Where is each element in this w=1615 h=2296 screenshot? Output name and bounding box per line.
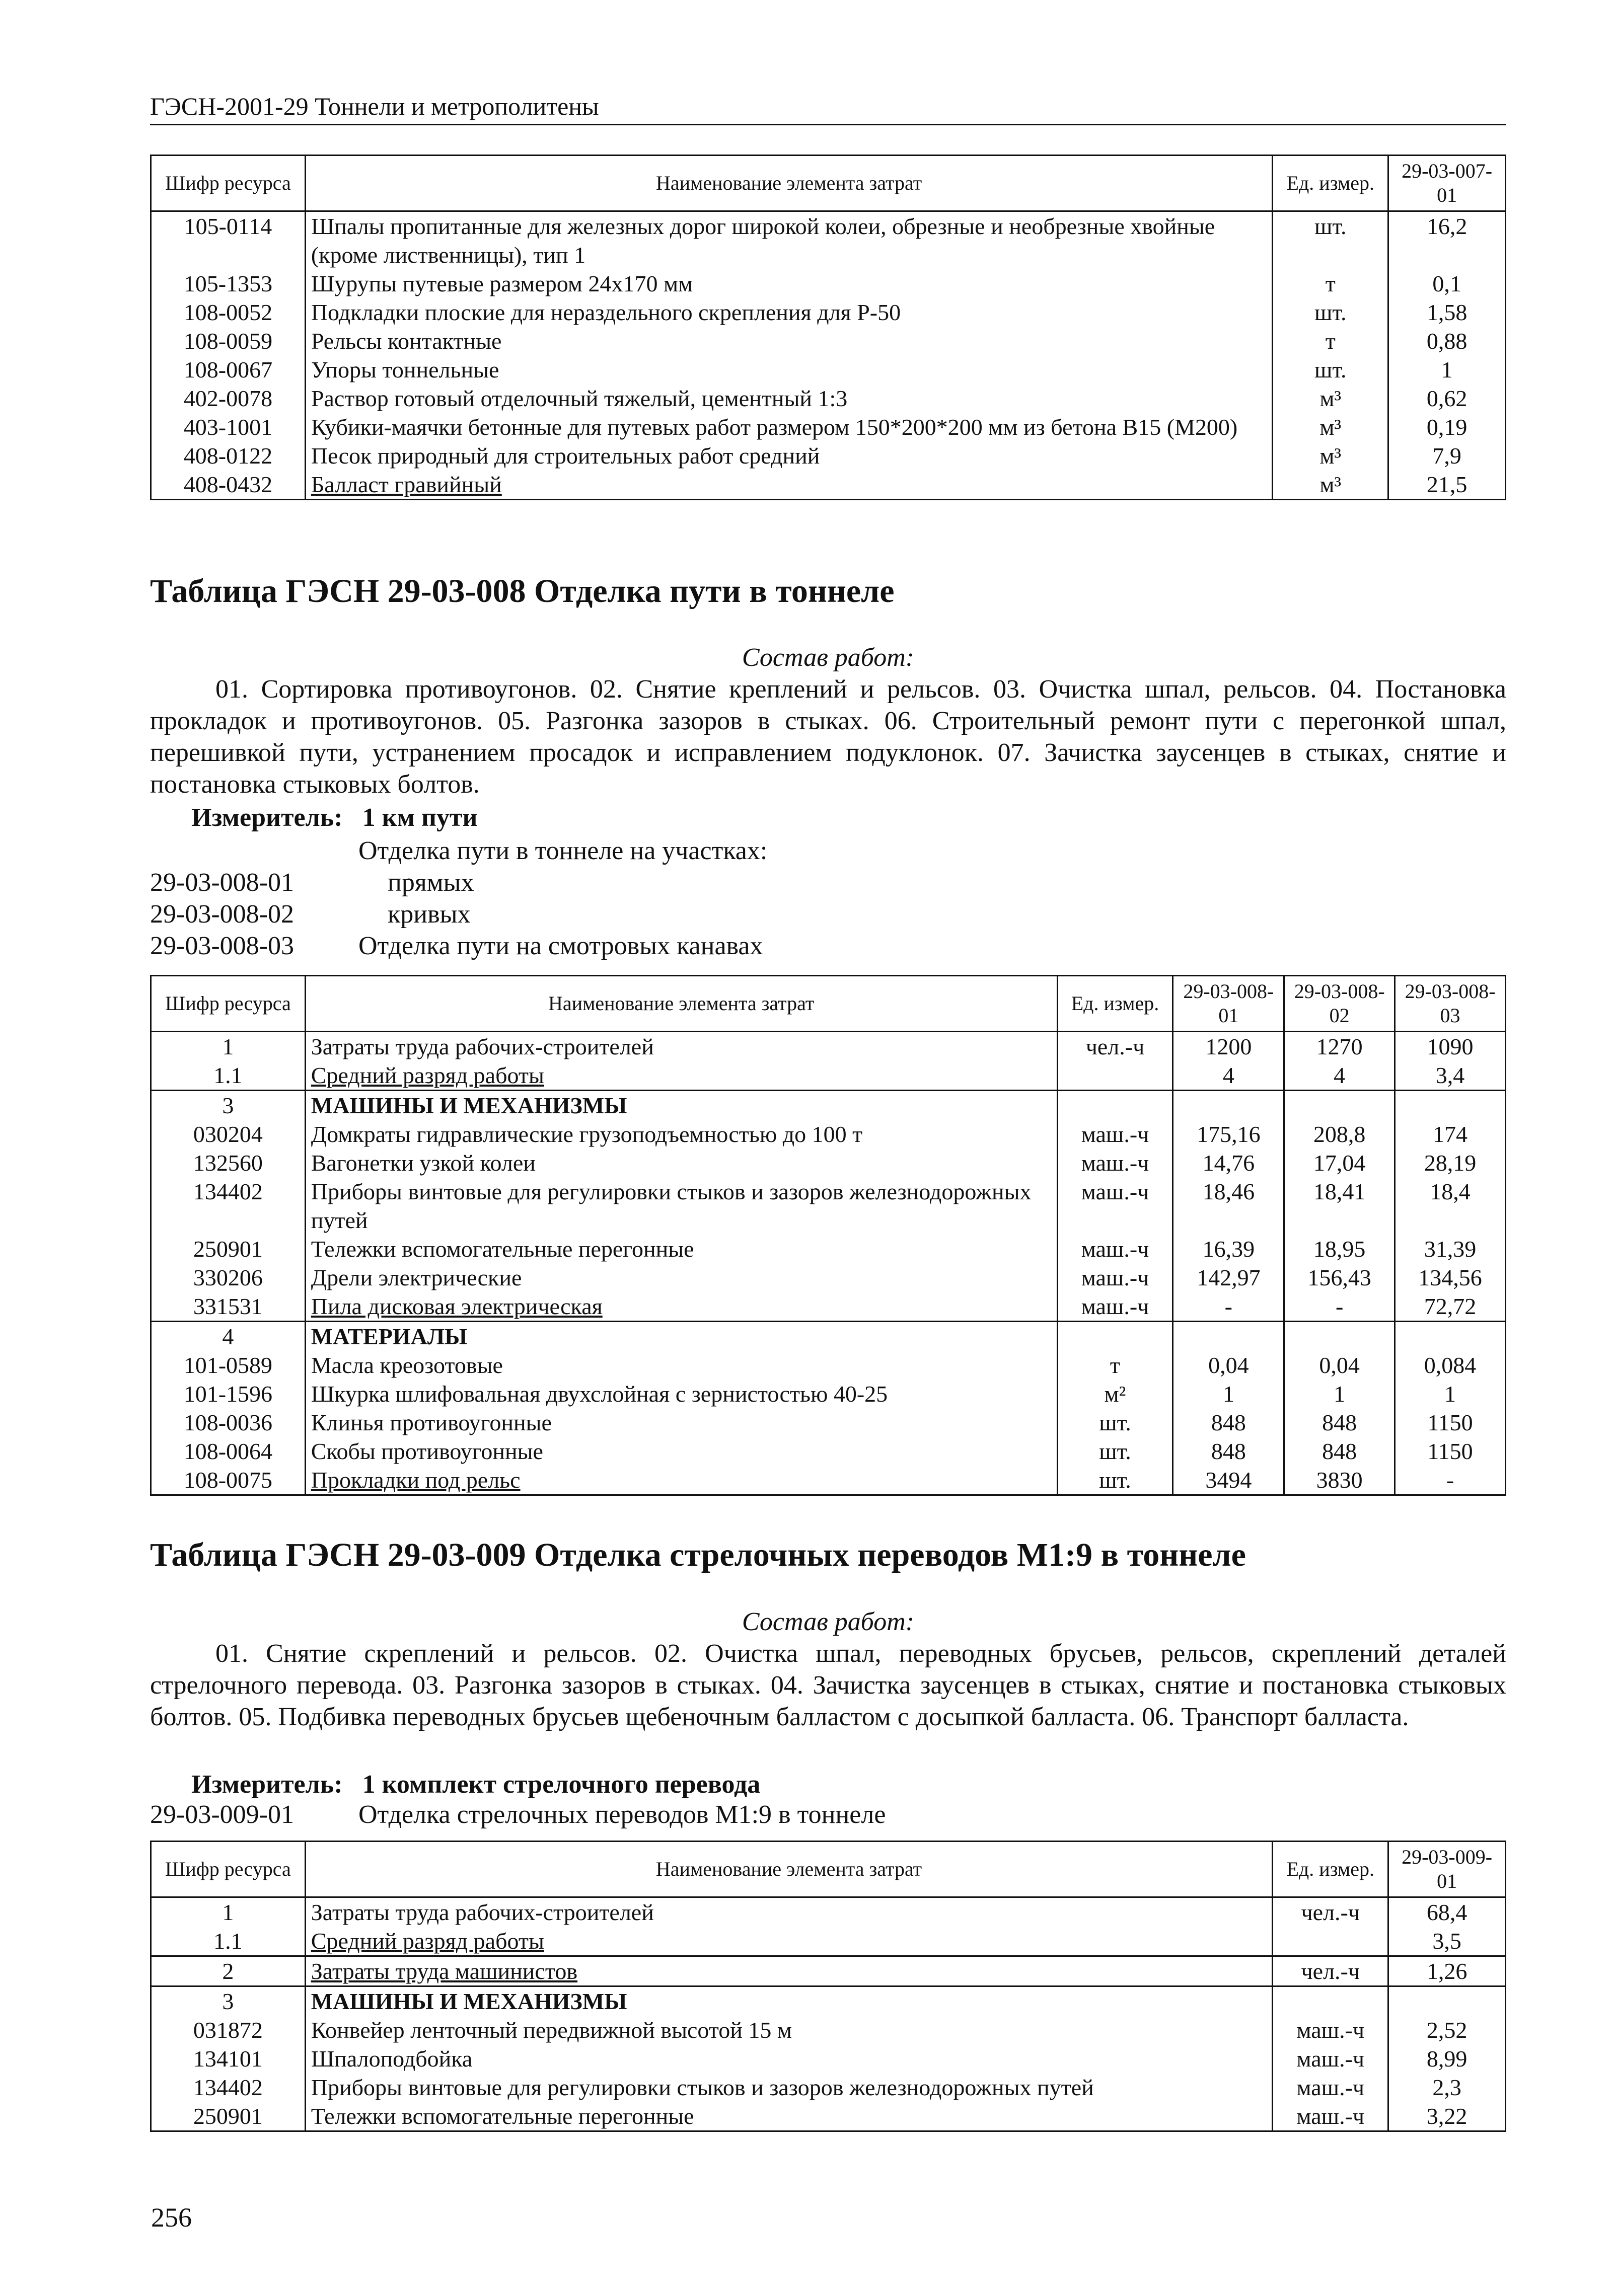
rate-value: 0,62	[1388, 384, 1506, 413]
resource-code: 108-0059	[151, 327, 306, 355]
running-header: ГЭСН-2001-29 Тоннели и метрополитены	[150, 92, 1506, 125]
resource-unit: м³	[1273, 413, 1388, 441]
rate-value: 208,8	[1284, 1120, 1395, 1149]
rate-value: 3,4	[1395, 1061, 1506, 1091]
resource-name: Тележки вспомогательные перегонные	[305, 2102, 1273, 2131]
resource-name: Балласт гравийный	[305, 470, 1273, 500]
meter-label: Измеритель:	[191, 803, 343, 832]
table-row	[151, 1149, 1506, 1177]
resource-code: 134402	[151, 1177, 306, 1235]
col-header-code: Шифр ресурса	[151, 156, 306, 211]
rate-value: 3494	[1173, 1466, 1284, 1495]
resource-code: 108-0036	[151, 1408, 306, 1437]
rate-value: 21,5	[1388, 470, 1506, 500]
resource-unit: маш.-ч	[1273, 2044, 1388, 2073]
rate-value: 31,39	[1395, 1235, 1506, 1263]
resource-code: 1.1	[151, 1927, 306, 1956]
resource-code: 132560	[151, 1149, 306, 1177]
rate-value: 18,4	[1395, 1177, 1506, 1235]
works-description: 01. Снятие скреплений и рельсов. 02. Очистка шпал, переводных брусьев, рельсов, скреплений деталей стрелочного перевода. 03. Разгонка зазоров в стыках. 04. Зачистка заусенцев в стыках, снятие и постановка стыковых болтов. 05. Подбивка переводных брусьев щебеночным балластом с досыпкой балласта. 06. Транспорт балласта.	[150, 1639, 1506, 1731]
resource-name: Пила дисковая электрическая	[305, 1292, 1057, 1322]
table-row	[151, 1120, 1506, 1149]
resource-name: Раствор готовый отделочный тяжелый, цементный 1:3	[305, 384, 1273, 413]
table-title-29-03-009: Таблица ГЭСН 29-03-009 Отделка стрелочных переводов М1:9 в тоннеле	[150, 1537, 1246, 1573]
meter-value: 1 км пути	[362, 803, 478, 832]
table-row	[151, 269, 1506, 298]
resource-unit: шт.	[1057, 1466, 1173, 1495]
rate-value: 0,19	[1388, 413, 1506, 441]
resource-code: 031872	[151, 2016, 306, 2044]
rate-value: 14,76	[1173, 1149, 1284, 1177]
rate-value: 1,26	[1388, 1956, 1506, 1986]
table-row	[151, 1380, 1506, 1408]
rate-value: -	[1395, 1466, 1506, 1495]
resource-unit: шт.	[1273, 298, 1388, 327]
resource-name: МАШИНЫ И МЕХАНИЗМЫ	[305, 1986, 1273, 2016]
rate-value: 2,3	[1388, 2073, 1506, 2102]
rate-value: 4	[1284, 1061, 1395, 1091]
rate-value: 7,9	[1388, 441, 1506, 470]
col-header-name: Наименование элемента затрат	[305, 976, 1057, 1032]
rate-value: 16,2	[1388, 211, 1506, 270]
rate-value: 0,88	[1388, 327, 1506, 355]
table-row	[151, 1322, 1506, 1351]
rate-value: 1150	[1395, 1437, 1506, 1466]
rate-value: 1	[1388, 355, 1506, 384]
resource-code: 108-0067	[151, 355, 306, 384]
resource-code: 331531	[151, 1292, 306, 1322]
works-subtitle: Состав работ:	[742, 643, 915, 672]
resource-unit	[1057, 1091, 1173, 1120]
col-header-name: Наименование элемента затрат	[305, 1842, 1273, 1897]
rate-value: 18,46	[1173, 1177, 1284, 1235]
rate-value: 848	[1284, 1408, 1395, 1437]
table-row	[151, 1177, 1506, 1235]
resource-unit: м³	[1273, 441, 1388, 470]
norm-label: кривых	[388, 900, 471, 929]
rate-value: 848	[1173, 1408, 1284, 1437]
resource-name: Шпалоподбойка	[305, 2044, 1273, 2073]
rate-value: 0,1	[1388, 269, 1506, 298]
rate-value	[1284, 1322, 1395, 1351]
col-header-rate: 29-03-008-01	[1173, 976, 1284, 1032]
resource-unit: м²	[1057, 1380, 1173, 1408]
rate-value: -	[1284, 1292, 1395, 1322]
resource-code: 030204	[151, 1120, 306, 1149]
resource-unit: чел.-ч	[1273, 1897, 1388, 1927]
norm-label: Отделка пути на смотровых канавах	[358, 932, 763, 960]
rate-value: 1200	[1173, 1032, 1284, 1061]
resource-unit	[1273, 1986, 1388, 2016]
rate-value	[1284, 1091, 1395, 1120]
norm-code: 29-03-008-03	[150, 932, 294, 960]
table-row	[151, 1466, 1506, 1495]
resource-code: 3	[151, 1091, 306, 1120]
rate-value: 1090	[1395, 1032, 1506, 1061]
resource-name: Кубики-маячки бетонные для путевых работ размером 150*200*200 мм из бетона В15 (М200)	[305, 413, 1273, 441]
resource-code: 108-0064	[151, 1437, 306, 1466]
resource-code: 101-1596	[151, 1380, 306, 1408]
rate-value: 18,41	[1284, 1177, 1395, 1235]
rate-value: 72,72	[1395, 1292, 1506, 1322]
resource-code: 403-1001	[151, 413, 306, 441]
table-row	[151, 2102, 1506, 2131]
rate-value: 848	[1284, 1437, 1395, 1466]
resource-code: 1	[151, 1897, 306, 1927]
page-number: 256	[151, 2202, 192, 2233]
resource-code: 4	[151, 1322, 306, 1351]
table-row	[151, 1956, 1506, 1986]
resource-name: Вагонетки узкой колеи	[305, 1149, 1057, 1177]
table-row	[151, 1061, 1506, 1091]
rate-value	[1388, 1986, 1506, 2016]
table-row	[151, 327, 1506, 355]
resource-unit: маш.-ч	[1057, 1263, 1173, 1292]
rate-value: 16,39	[1173, 1235, 1284, 1263]
resource-unit: шт.	[1057, 1408, 1173, 1437]
resource-unit: чел.-ч	[1057, 1032, 1173, 1061]
col-header-unit: Ед. измер.	[1273, 1842, 1388, 1897]
rate-value: 28,19	[1395, 1149, 1506, 1177]
rate-value: 18,95	[1284, 1235, 1395, 1263]
resource-name: Песок природный для строительных работ средний	[305, 441, 1273, 470]
rate-value: -	[1173, 1292, 1284, 1322]
resource-code: 408-0432	[151, 470, 306, 500]
resource-code: 2	[151, 1956, 306, 1986]
rate-value: 3,5	[1388, 1927, 1506, 1956]
resource-unit: маш.-ч	[1057, 1292, 1173, 1322]
col-header-rate: 29-03-009-01	[1388, 1842, 1506, 1897]
resource-name: Шурупы путевые размером 24x170 мм	[305, 269, 1273, 298]
resource-code: 408-0122	[151, 441, 306, 470]
rate-value: 4	[1173, 1061, 1284, 1091]
resource-code: 134101	[151, 2044, 306, 2073]
resource-unit	[1057, 1322, 1173, 1351]
norm-code: 29-03-008-01	[150, 868, 294, 897]
col-header-unit: Ед. измер.	[1273, 156, 1388, 211]
rate-value: 0,04	[1284, 1351, 1395, 1380]
col-header-code: Шифр ресурса	[151, 1842, 306, 1897]
resource-name: Домкраты гидравлические грузоподъемностью до 100 т	[305, 1120, 1057, 1149]
group-label: Отделка пути в тоннеле на участках:	[358, 836, 768, 865]
norm-label: прямых	[388, 868, 474, 897]
resource-code: 1	[151, 1032, 306, 1061]
resource-unit: шт.	[1273, 355, 1388, 384]
rate-value: 1,58	[1388, 298, 1506, 327]
table-row	[151, 1897, 1506, 1927]
resource-code: 330206	[151, 1263, 306, 1292]
table-row	[151, 413, 1506, 441]
meter-line	[191, 803, 477, 832]
resource-unit: м³	[1273, 384, 1388, 413]
resource-name: Клинья противоугонные	[305, 1408, 1057, 1437]
resource-table-29-03-008	[150, 975, 1506, 1496]
resource-unit	[1057, 1061, 1173, 1091]
resource-name: Шкурка шлифовальная двухслойная с зернистостью 40-25	[305, 1380, 1057, 1408]
resource-unit: маш.-ч	[1057, 1177, 1173, 1235]
resource-code: 1.1	[151, 1061, 306, 1091]
rate-value: 17,04	[1284, 1149, 1395, 1177]
rate-value: 1	[1395, 1380, 1506, 1408]
table-row	[151, 2016, 1506, 2044]
table-row	[151, 2073, 1506, 2102]
resource-code: 108-0052	[151, 298, 306, 327]
resource-name: Приборы винтовые для регулировки стыков и зазоров железнодорожных путей	[305, 1177, 1057, 1235]
norm-code: 29-03-008-02	[150, 900, 294, 929]
resource-name: Тележки вспомогательные перегонные	[305, 1235, 1057, 1263]
meter-line	[191, 1770, 760, 1799]
resource-name: Прокладки под рельс	[305, 1466, 1057, 1495]
table-row	[151, 2044, 1506, 2073]
table-row	[151, 1292, 1506, 1322]
resource-name: МАТЕРИАЛЫ	[305, 1322, 1057, 1351]
meter-value: 1 комплект стрелочного перевода	[362, 1770, 761, 1799]
rate-value: 8,99	[1388, 2044, 1506, 2073]
works-description: 01. Сортировка противоугонов. 02. Снятие креплений и рельсов. 03. Очистка шпал, рельсов. 04. Постановка прокладок и противоугонов. 05. Разгонка зазоров в стыках. 06. Строительный ремонт пути с перегонкой шпал, перешивкой пути, устранением просадок и исправлением подуклонок. 07. Зачистка заусенцев в стыках, снятие и постановка стыковых болтов.	[150, 675, 1506, 799]
table-row	[151, 1091, 1506, 1120]
resource-unit: маш.-ч	[1273, 2016, 1388, 2044]
col-header-rate: 29-03-008-02	[1284, 976, 1395, 1032]
resource-name: Подкладки плоские для нераздельного скрепления для Р-50	[305, 298, 1273, 327]
works-subtitle: Состав работ:	[742, 1608, 915, 1636]
rate-value: 1	[1284, 1380, 1395, 1408]
rate-value: 142,97	[1173, 1263, 1284, 1292]
col-header-rate: 29-03-008-03	[1395, 976, 1506, 1032]
table-row	[151, 1351, 1506, 1380]
table-row	[151, 1032, 1506, 1061]
resource-unit: т	[1057, 1351, 1173, 1380]
col-header-unit: Ед. измер.	[1057, 976, 1173, 1032]
table-row	[151, 1927, 1506, 1956]
table-row	[151, 1437, 1506, 1466]
rate-value	[1395, 1322, 1506, 1351]
resource-name: МАШИНЫ И МЕХАНИЗМЫ	[305, 1091, 1057, 1120]
resource-code: 105-1353	[151, 269, 306, 298]
resource-unit: чел.-ч	[1273, 1956, 1388, 1986]
resource-table-29-03-009	[150, 1841, 1506, 2132]
rate-value: 0,04	[1173, 1351, 1284, 1380]
rate-value: 156,43	[1284, 1263, 1395, 1292]
table-row	[151, 441, 1506, 470]
resource-name: Конвейер ленточный передвижной высотой 15 м	[305, 2016, 1273, 2044]
resource-name: Затраты труда рабочих-строителей	[305, 1032, 1057, 1061]
resource-table-29-03-007	[150, 155, 1506, 500]
resource-code: 3	[151, 1986, 306, 2016]
table-row	[151, 1986, 1506, 2016]
rate-value: 3830	[1284, 1466, 1395, 1495]
table-row	[151, 1263, 1506, 1292]
resource-unit: т	[1273, 327, 1388, 355]
rate-value	[1173, 1322, 1284, 1351]
resource-name: Затраты труда машинистов	[305, 1956, 1273, 1986]
resource-name: Шпалы пропитанные для железных дорог широкой колеи, обрезные и необрезные хвойные (кроме лиственницы), тип 1	[305, 211, 1273, 270]
rate-value: 134,56	[1395, 1263, 1506, 1292]
resource-code: 108-0075	[151, 1466, 306, 1495]
resource-name: Дрели электрические	[305, 1263, 1057, 1292]
resource-name: Средний разряд работы	[305, 1061, 1057, 1091]
rate-value: 174	[1395, 1120, 1506, 1149]
resource-unit	[1273, 1927, 1388, 1956]
resource-unit: маш.-ч	[1057, 1120, 1173, 1149]
meter-label: Измеритель:	[191, 1770, 343, 1799]
resource-unit: т	[1273, 269, 1388, 298]
col-header-name: Наименование элемента затрат	[305, 156, 1273, 211]
norm-code: 29-03-009-01	[150, 1800, 294, 1829]
resource-name: Рельсы контактные	[305, 327, 1273, 355]
table-row	[151, 355, 1506, 384]
resource-code: 105-0114	[151, 211, 306, 270]
table-row	[151, 1235, 1506, 1263]
table-row	[151, 211, 1506, 270]
resource-unit: маш.-ч	[1273, 2102, 1388, 2131]
rate-value: 3,22	[1388, 2102, 1506, 2131]
norm-label: Отделка стрелочных переводов М1:9 в тоннеле	[358, 1800, 886, 1829]
resource-unit: маш.-ч	[1057, 1235, 1173, 1263]
resource-name: Средний разряд работы	[305, 1927, 1273, 1956]
resource-code: 101-0589	[151, 1351, 306, 1380]
resource-name: Затраты труда рабочих-строителей	[305, 1897, 1273, 1927]
table-row	[151, 1408, 1506, 1437]
rate-value: 2,52	[1388, 2016, 1506, 2044]
resource-code: 402-0078	[151, 384, 306, 413]
rate-value	[1173, 1091, 1284, 1120]
resource-unit: шт.	[1057, 1437, 1173, 1466]
rate-value: 1150	[1395, 1408, 1506, 1437]
rate-value: 175,16	[1173, 1120, 1284, 1149]
col-header-rate: 29-03-007-01	[1388, 156, 1506, 211]
resource-unit: м³	[1273, 470, 1388, 500]
table-row	[151, 298, 1506, 327]
resource-name: Приборы винтовые для регулировки стыков и зазоров железнодорожных путей	[305, 2073, 1273, 2102]
rate-value	[1395, 1091, 1506, 1120]
rate-value: 0,084	[1395, 1351, 1506, 1380]
resource-unit: маш.-ч	[1273, 2073, 1388, 2102]
resource-unit: шт.	[1273, 211, 1388, 270]
table-title-29-03-008: Таблица ГЭСН 29-03-008 Отделка пути в тоннеле	[150, 573, 895, 609]
table-row	[151, 470, 1506, 500]
resource-unit: маш.-ч	[1057, 1149, 1173, 1177]
resource-code: 134402	[151, 2073, 306, 2102]
rate-value: 1	[1173, 1380, 1284, 1408]
resource-code: 250901	[151, 1235, 306, 1263]
resource-code: 250901	[151, 2102, 306, 2131]
rate-value: 848	[1173, 1437, 1284, 1466]
rate-value: 68,4	[1388, 1897, 1506, 1927]
resource-name: Упоры тоннельные	[305, 355, 1273, 384]
rate-value: 1270	[1284, 1032, 1395, 1061]
table-row	[151, 384, 1506, 413]
resource-name: Масла креозотовые	[305, 1351, 1057, 1380]
col-header-code: Шифр ресурса	[151, 976, 306, 1032]
resource-name: Скобы противоугонные	[305, 1437, 1057, 1466]
